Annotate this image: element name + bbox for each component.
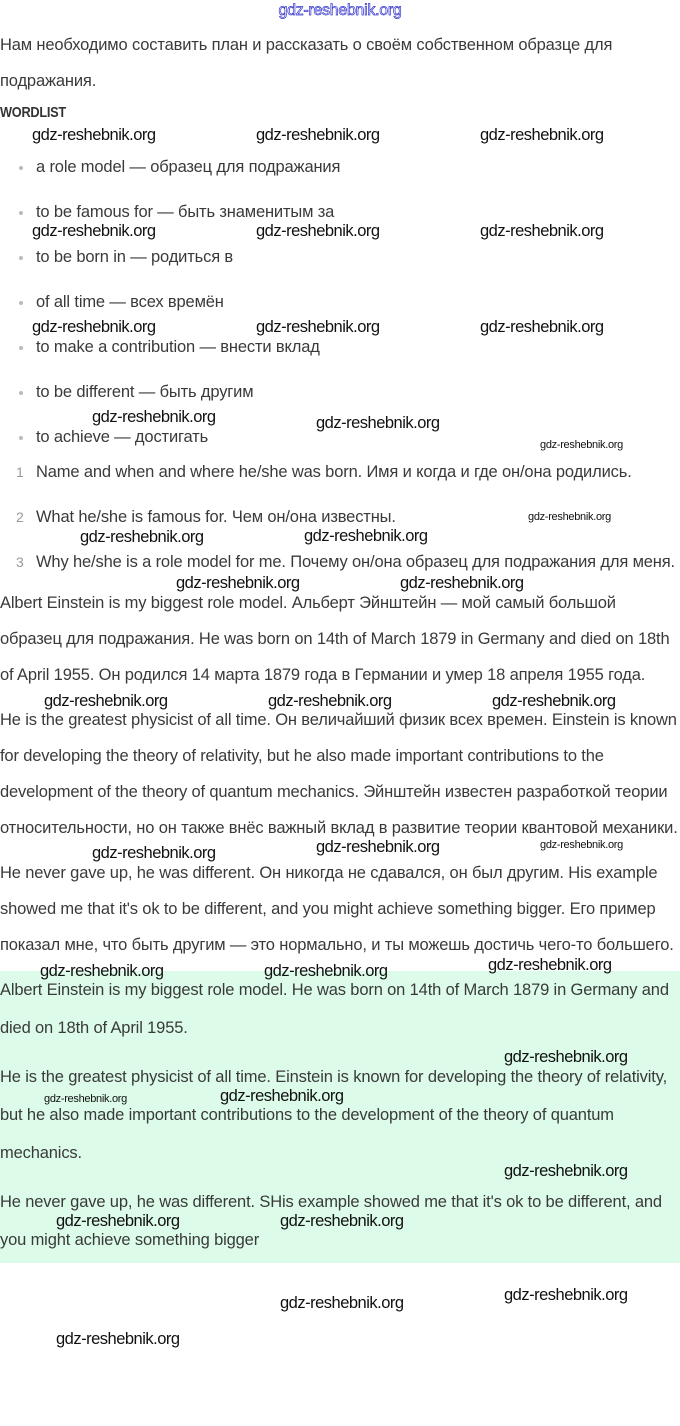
bilingual-paragraph: He is the greatest physicist of all time. Он величайший физик всех времен. Einstein is known for developing the theory of relativity, but he also made important contributions to the development of the theory of quantum mechanics. Эйнштейн известен разработкой теории относительности, но он также внёс важный вклад в развитие теории квантовой механики. <box>0 711 678 837</box>
watermark-text: gdz-reshebnik.org <box>480 126 604 144</box>
watermark-text: gdz-reshebnik.org <box>44 692 168 710</box>
watermark-text: gdz-reshebnik.org <box>280 1294 404 1312</box>
watermark-text: gdz-reshebnik.org <box>92 408 216 426</box>
answer-paragraph: He is the greatest physicist of all time. Einstein is known for developing the theory of relativity, but he also made important contributions to the development of the theory of quantum mechanics. <box>0 1068 668 1162</box>
watermark-text: gdz-reshebnik.org <box>504 1048 628 1066</box>
watermark-text: gdz-reshebnik.org <box>504 1286 628 1304</box>
wordlist-item: to make a contribution — внести вклад <box>36 329 680 365</box>
wordlist-item: to be born in — родиться в <box>36 239 680 275</box>
plan-item <box>16 545 680 580</box>
wordlist-item: to be different — быть другим <box>36 374 680 410</box>
watermark-text: gdz-reshebnik.org <box>220 1087 344 1105</box>
intro-text: Нам необходимо составить план и рассказать о своём собственном образце для подражания. <box>0 36 613 90</box>
watermark-text: gdz-reshebnik.org <box>528 511 611 523</box>
plan-text: Name and when and where he/she was born. Имя и когда и где он/она родились. <box>36 463 632 481</box>
watermark-text: gdz-reshebnik.org <box>304 527 428 545</box>
watermark-text: gdz-reshebnik.org <box>256 222 380 240</box>
site-watermark-logo[interactable]: gdz-reshebnik.org <box>278 2 402 19</box>
watermark-text: gdz-reshebnik.org <box>400 574 524 592</box>
watermark-text: gdz-reshebnik.org <box>40 962 164 980</box>
watermark-text: gdz-reshebnik.org <box>504 1162 628 1180</box>
wordlist-item: a role model — образец для подражания <box>36 149 680 185</box>
answer-paragraph: He never gave up, he was different. SHis example showed me that it's ok to be different, and you might achieve something bigger <box>0 1193 662 1249</box>
wordlist-item: of all time — всех времён <box>36 284 680 320</box>
watermark-text: gdz-reshebnik.org <box>32 222 156 240</box>
plan-text: What he/she is famous for. Чем он/она известны. <box>36 508 396 526</box>
watermark-text: gdz-reshebnik.org <box>480 318 604 336</box>
watermark-text: gdz-reshebnik.org <box>280 1212 404 1230</box>
watermark-text: gdz-reshebnik.org <box>256 126 380 144</box>
plan-number: 2 <box>16 509 24 525</box>
watermark-text: gdz-reshebnik.org <box>540 839 623 851</box>
wordlist-item: to achieve — достигать <box>36 419 680 455</box>
bilingual-paragraph: Albert Einstein is my biggest role model. Альберт Эйнштейн — мой самый большой образец для подражания. He was born on 14th of March 1879 in Germany and died on 18th of April 1955. Он родился 14 марта 1879 года в Германии и умер 18 апреля 1955 года. <box>0 594 670 684</box>
watermark-text: gdz-reshebnik.org <box>488 956 612 974</box>
watermark-text: gdz-reshebnik.org <box>256 318 380 336</box>
watermark-text: gdz-reshebnik.org <box>264 962 388 980</box>
watermark-text: gdz-reshebnik.org <box>56 1330 180 1348</box>
content <box>0 27 680 1263</box>
bilingual-paragraph: He never gave up, he was different. Он никогда не сдавался, он был другим. His example showed me that it's ok to be different, and you might achieve something bigger. Его пример показал мне, что быть другим — это нормально, и ты можешь достичь чего-то большего. <box>0 864 674 954</box>
watermark-text: gdz-reshebnik.org <box>492 692 616 710</box>
plan-number: 1 <box>16 464 24 480</box>
plan-text: Why he/she is a role model for me. Почему он/она образец для подражания для меня. <box>36 553 675 571</box>
watermark-text: gdz-reshebnik.org <box>316 838 440 856</box>
watermark-text: gdz-reshebnik.org <box>32 126 156 144</box>
watermark-text: gdz-reshebnik.org <box>316 414 440 432</box>
watermark-text: gdz-reshebnik.org <box>176 574 300 592</box>
watermark-text: gdz-reshebnik.org <box>80 528 204 546</box>
watermark-text: gdz-reshebnik.org <box>44 1093 127 1105</box>
watermark-text: gdz-reshebnik.org <box>480 222 604 240</box>
answer-paragraph: Albert Einstein is my biggest role model. He was born on 14th of March 1879 in Germany and died on 18th of April 1955. <box>0 981 669 1037</box>
watermark-text: gdz-reshebnik.org <box>32 318 156 336</box>
watermark-text: gdz-reshebnik.org <box>56 1212 180 1230</box>
watermark-text: gdz-reshebnik.org <box>92 844 216 862</box>
wordlist-item: to be famous for — быть знаменитым за <box>36 194 680 230</box>
watermark-text: gdz-reshebnik.org <box>268 692 392 710</box>
plan-number: 3 <box>16 554 24 570</box>
plan-item <box>16 455 680 490</box>
wordlist-heading: WORDLIST <box>0 104 66 121</box>
watermark-text: gdz-reshebnik.org <box>540 439 623 451</box>
